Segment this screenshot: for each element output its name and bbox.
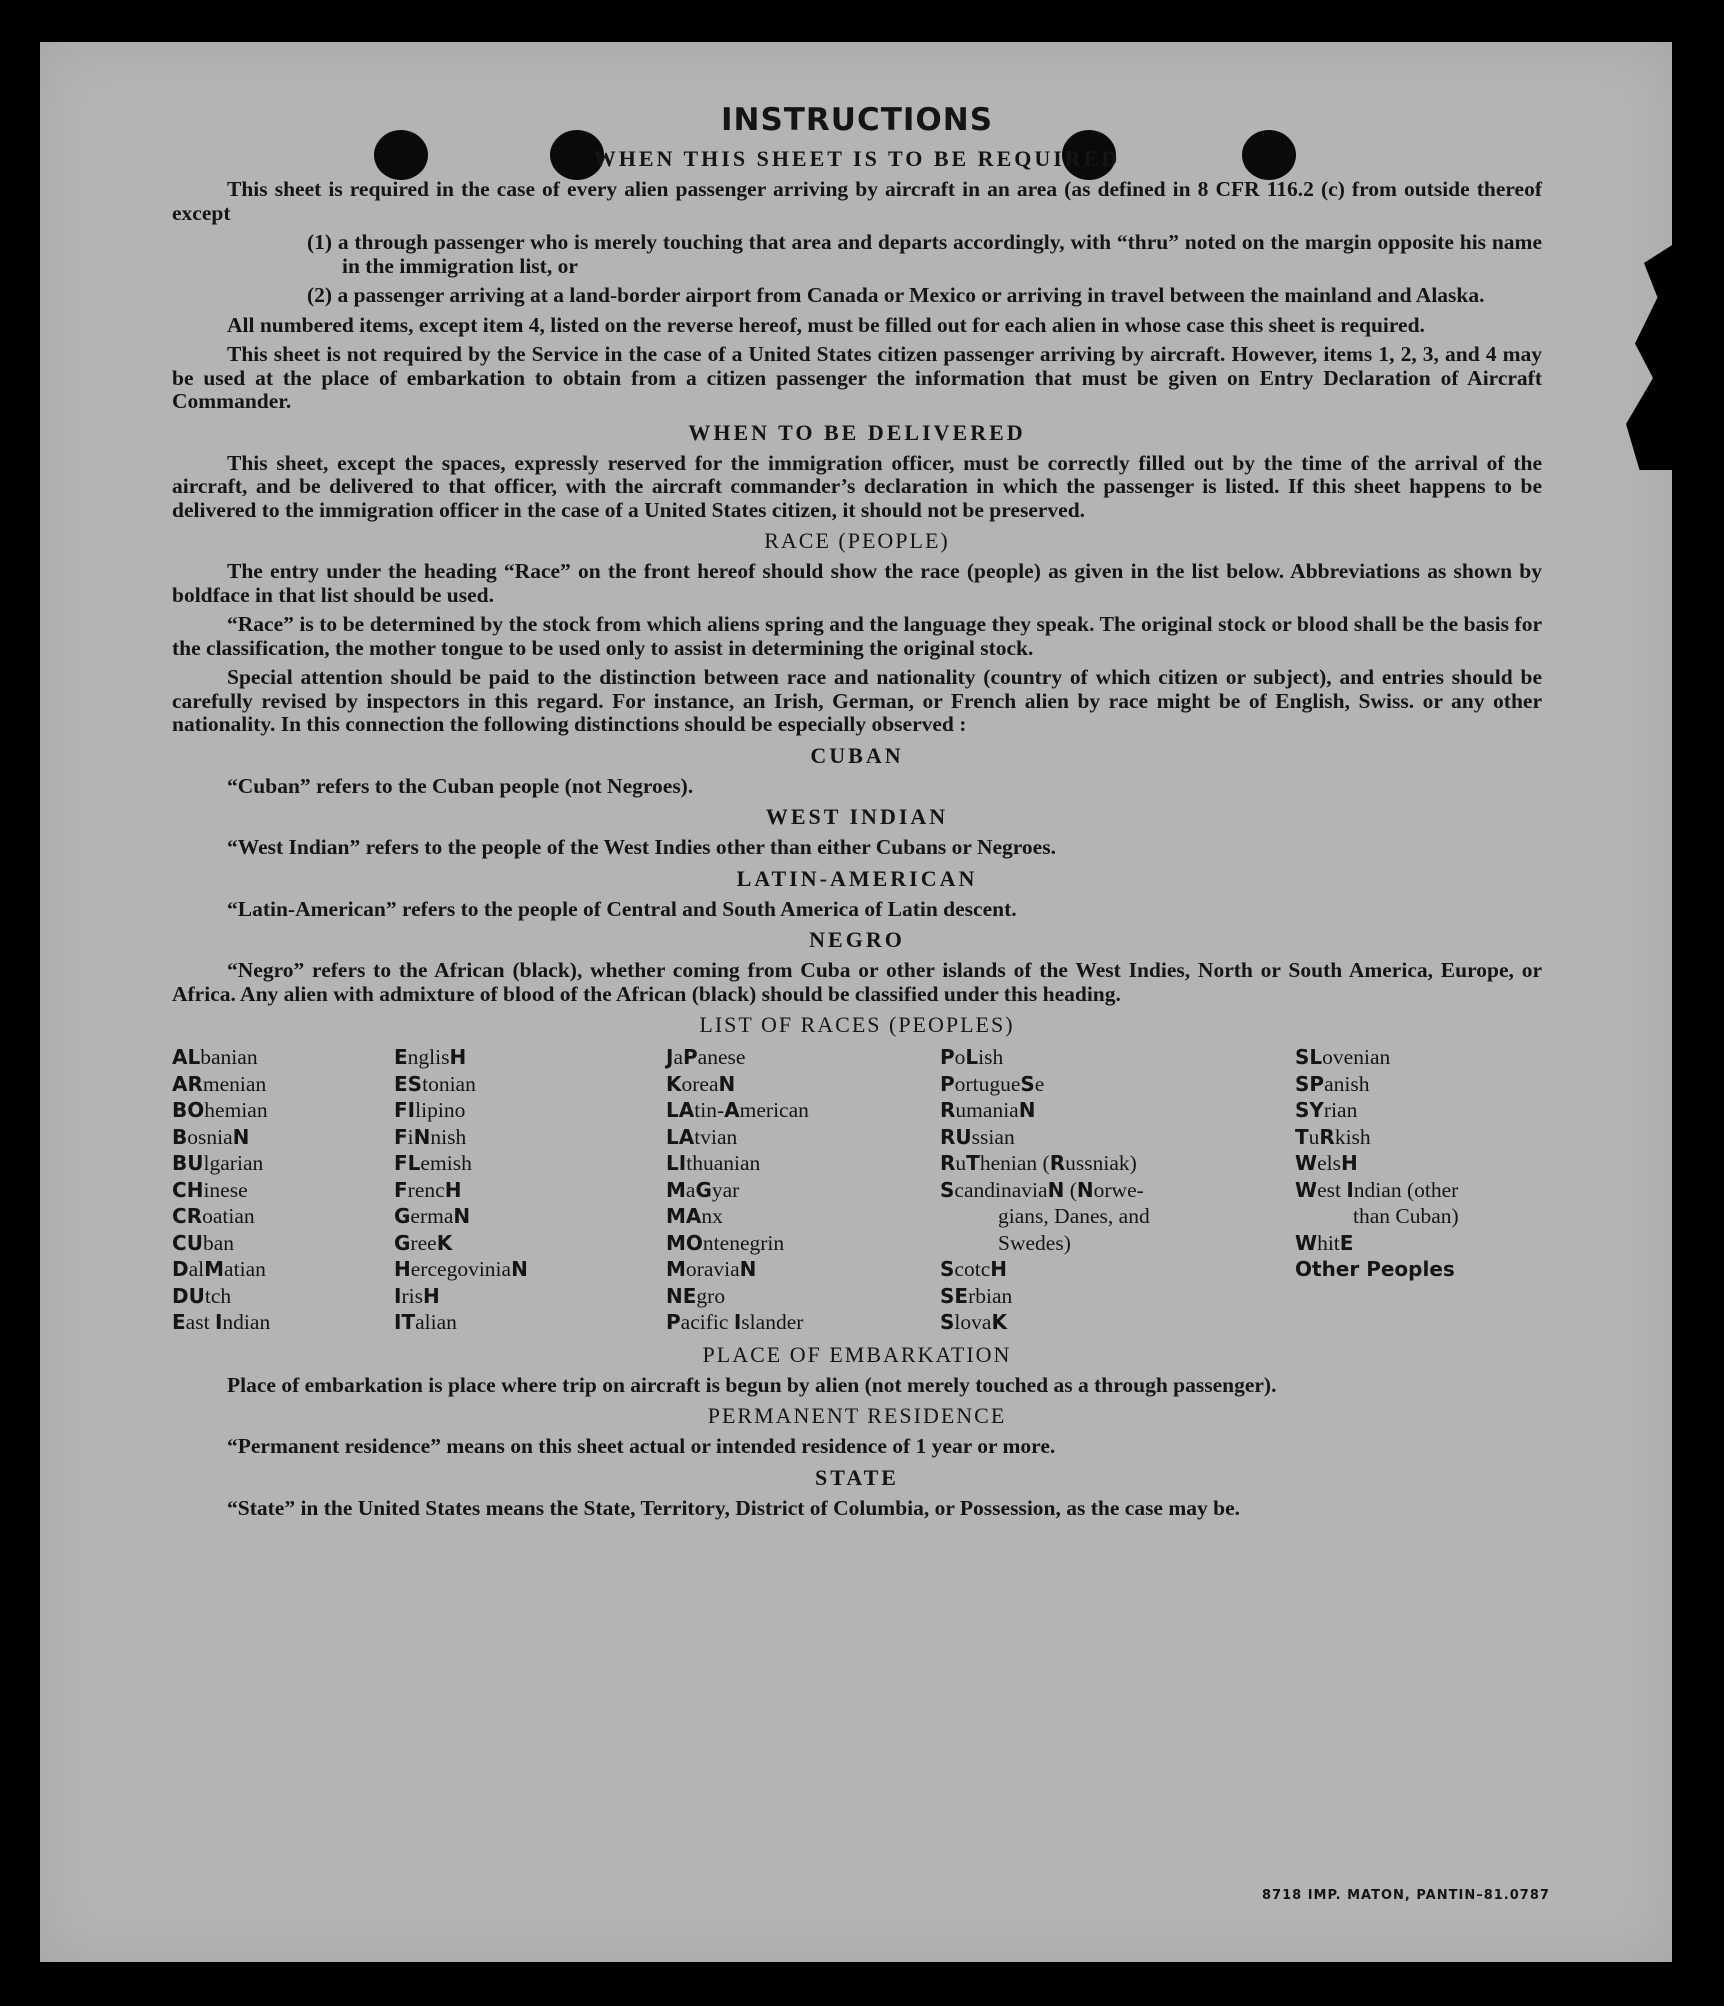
race-entry: EStonian: [394, 1071, 476, 1096]
race-entry: FrencH: [394, 1177, 462, 1202]
race-entry: SPanish: [1295, 1071, 1370, 1096]
races-column: [172, 1044, 394, 1336]
race-entry: NEgro: [666, 1283, 726, 1308]
race-entry: JaPanese: [666, 1045, 746, 1069]
race-entry: East Indian: [172, 1310, 271, 1334]
section-heading: LATIN-AMERICAN: [736, 865, 978, 891]
section-heading: WEST INDIAN: [765, 804, 949, 829]
paragraph: “Race” is to be determined by the stock from which aliens spring and the language they speak. The original stock or blood shall be the basis for the classification, the mother tongue to be used only to assist in determining the original stock.: [172, 612, 1542, 660]
section-heading: RACE (PEOPLE): [764, 528, 950, 553]
paragraph: Place of embarkation is place where trip on aircraft is begun by alien (not merely touched as a through passenger).: [227, 1372, 1277, 1397]
races-list: [172, 1044, 1542, 1336]
section-heading: PERMANENT RESIDENCE: [707, 1403, 1007, 1428]
instructions-content: [172, 102, 1542, 1526]
race-entry: GreeK: [394, 1230, 453, 1255]
section-heading: LIST OF RACES (PEOPLES): [699, 1012, 1015, 1037]
paragraph: This sheet, except the spaces, expressly reserved for the immigration officer, must be correctly filled out by the time of the arrival of the aircraft, and be delivered to that officer, with the aircraft commander’s declaration in which the passenger is listed. If this sheet happens to be delivered to the immigration officer in the case of a United States citizen, it should not be preserved.: [172, 450, 1542, 522]
race-entry: PortugueSe: [940, 1071, 1045, 1096]
race-entry: FLemish: [394, 1151, 472, 1175]
race-entry: HercegoviniaN: [394, 1257, 528, 1281]
page-title: INSTRUCTIONS: [720, 102, 994, 138]
paragraph: “Latin-American” refers to the people of Central and South America of Latin descent.: [227, 896, 1017, 921]
race-entry: RUssian: [940, 1124, 1015, 1149]
race-entry: ScotcH: [940, 1257, 1007, 1281]
race-entry: MoraviaN: [666, 1257, 757, 1281]
race-entry: MAnx: [666, 1204, 723, 1228]
race-entry: SYrian: [1295, 1098, 1358, 1122]
race-entry: West Indian (other: [1295, 1177, 1459, 1202]
race-entry: than Cuban): [1353, 1204, 1459, 1228]
paragraph: “State” in the United States means the State, Territory, District of Columbia, or Possession, as the case may be.: [227, 1495, 1241, 1520]
race-entry: RuThenian (Russniak): [940, 1151, 1137, 1175]
paragraph: All numbered items, except item 4, listed on the reverse hereof, must be filled out for each alien in whose case this sheet is required.: [227, 312, 1425, 337]
race-entry: PoLish: [940, 1045, 1004, 1069]
race-entry: MaGyar: [666, 1177, 740, 1202]
section-heading: PLACE OF EMBARKATION: [702, 1341, 1012, 1367]
race-entry: SLovenian: [1295, 1045, 1391, 1069]
race-entry: ALbanian: [172, 1045, 258, 1069]
race-entry: MOntenegrin: [666, 1230, 785, 1255]
race-entry: IrisH: [394, 1283, 440, 1308]
paragraph: This sheet is required in the case of every alien passenger arriving by aircraft in an area (as defined in 8 CFR 116.2 (c) from outside thereof except: [172, 177, 1542, 225]
race-entry: BosniaN: [172, 1124, 250, 1149]
race-entry: ScandinaviaN (Norwe-: [940, 1177, 1144, 1202]
race-entry: Pacific Islander: [666, 1310, 804, 1334]
paragraph: Special attention should be paid to the distinction between race and nationality (country of which citizen or subject), and entries should be carefully revised by inspectors in this regard. For instance, an Irish, German, or French alien by race might be of English, Swiss. or any other nationality. In this connection the following distinctions should be especially observed :: [172, 665, 1542, 736]
section-heading: WHEN THIS SHEET IS TO BE REQUIRED: [593, 146, 1121, 171]
paragraph: “Cuban” refers to the Cuban people (not Negroes).: [227, 773, 694, 798]
list-item: (2) a passenger arriving at a land-border airport from Canada or Mexico or arriving in travel between the mainland and Alaska.: [307, 283, 1485, 307]
race-entry: TuRkish: [1295, 1124, 1371, 1149]
paragraph: The entry under the heading “Race” on the front hereof should show the race (people) as given in the list below. Abbreviations as shown by boldface in that list should be used.: [172, 559, 1542, 607]
race-entry: SErbian: [940, 1283, 1013, 1308]
race-entry: LAtin-American: [666, 1098, 809, 1122]
race-entry: WelsH: [1295, 1151, 1358, 1175]
race-entry: SlovaK: [940, 1310, 1007, 1334]
race-entry: DUtch: [172, 1283, 232, 1308]
printer-imprint: 8718 IMP. MATON, PANTIN–81.0787: [1262, 1888, 1550, 1903]
race-entry: LIthuanian: [666, 1151, 761, 1175]
races-column: [394, 1044, 666, 1336]
race-entry: DalMatian: [172, 1257, 266, 1281]
race-entry: ARmenian: [172, 1071, 267, 1096]
race-entry: RumaniaN: [940, 1098, 1036, 1122]
races-column: [666, 1044, 940, 1336]
race-entry: ITalian: [394, 1310, 457, 1334]
list-item: (1) a through passenger who is merely touching that area and departs accordingly, with “thru” noted on the margin opposite his name in the immigration list, or: [307, 230, 1542, 278]
race-entry: Swedes): [998, 1230, 1071, 1255]
race-entry: LAtvian: [666, 1124, 738, 1149]
section-heading: CUBAN: [810, 742, 904, 768]
section-heading: STATE: [815, 1464, 899, 1490]
race-entry: CHinese: [172, 1177, 248, 1202]
race-entry: EnglisH: [394, 1045, 467, 1069]
paragraph: “Permanent residence” means on this sheet actual or intended residence of 1 year or more.: [227, 1434, 1056, 1458]
race-entry: FIlipino: [394, 1098, 466, 1122]
race-entry: Other Peoples: [1295, 1257, 1455, 1281]
paragraph: This sheet is not required by the Service in the case of a United States citizen passenger arriving by aircraft. However, items 1, 2, 3, and 4 may be used at the place of embarkation to obtain from a citizen passenger the information that must be given on Entry Declaration of Aircraft Commander.: [172, 342, 1542, 413]
paragraph: “West Indian” refers to the people of the West Indies other than either Cubans or Negroes.: [227, 835, 1056, 859]
section-heading: NEGRO: [809, 927, 905, 952]
race-entry: FiNnish: [394, 1124, 467, 1149]
race-entry: GermaN: [394, 1204, 471, 1228]
paragraph: “Negro” refers to the African (black), whether coming from Cuba or other islands of the West Indies, North or South America, Europe, or Africa. Any alien with admixture of blood of the African (black) should be classified under this heading.: [172, 958, 1542, 1006]
race-entry: KoreaN: [666, 1071, 736, 1096]
race-entry: WhitE: [1295, 1230, 1354, 1255]
race-entry: CUban: [172, 1230, 234, 1255]
races-column: [940, 1044, 1295, 1336]
race-entry: BOhemian: [172, 1098, 268, 1122]
race-entry: gians, Danes, and: [998, 1204, 1150, 1228]
races-column: [1295, 1044, 1542, 1336]
section-heading: WHEN TO BE DELIVERED: [688, 419, 1026, 445]
race-entry: CRoatian: [172, 1204, 255, 1228]
race-entry: BUlgarian: [172, 1151, 264, 1175]
